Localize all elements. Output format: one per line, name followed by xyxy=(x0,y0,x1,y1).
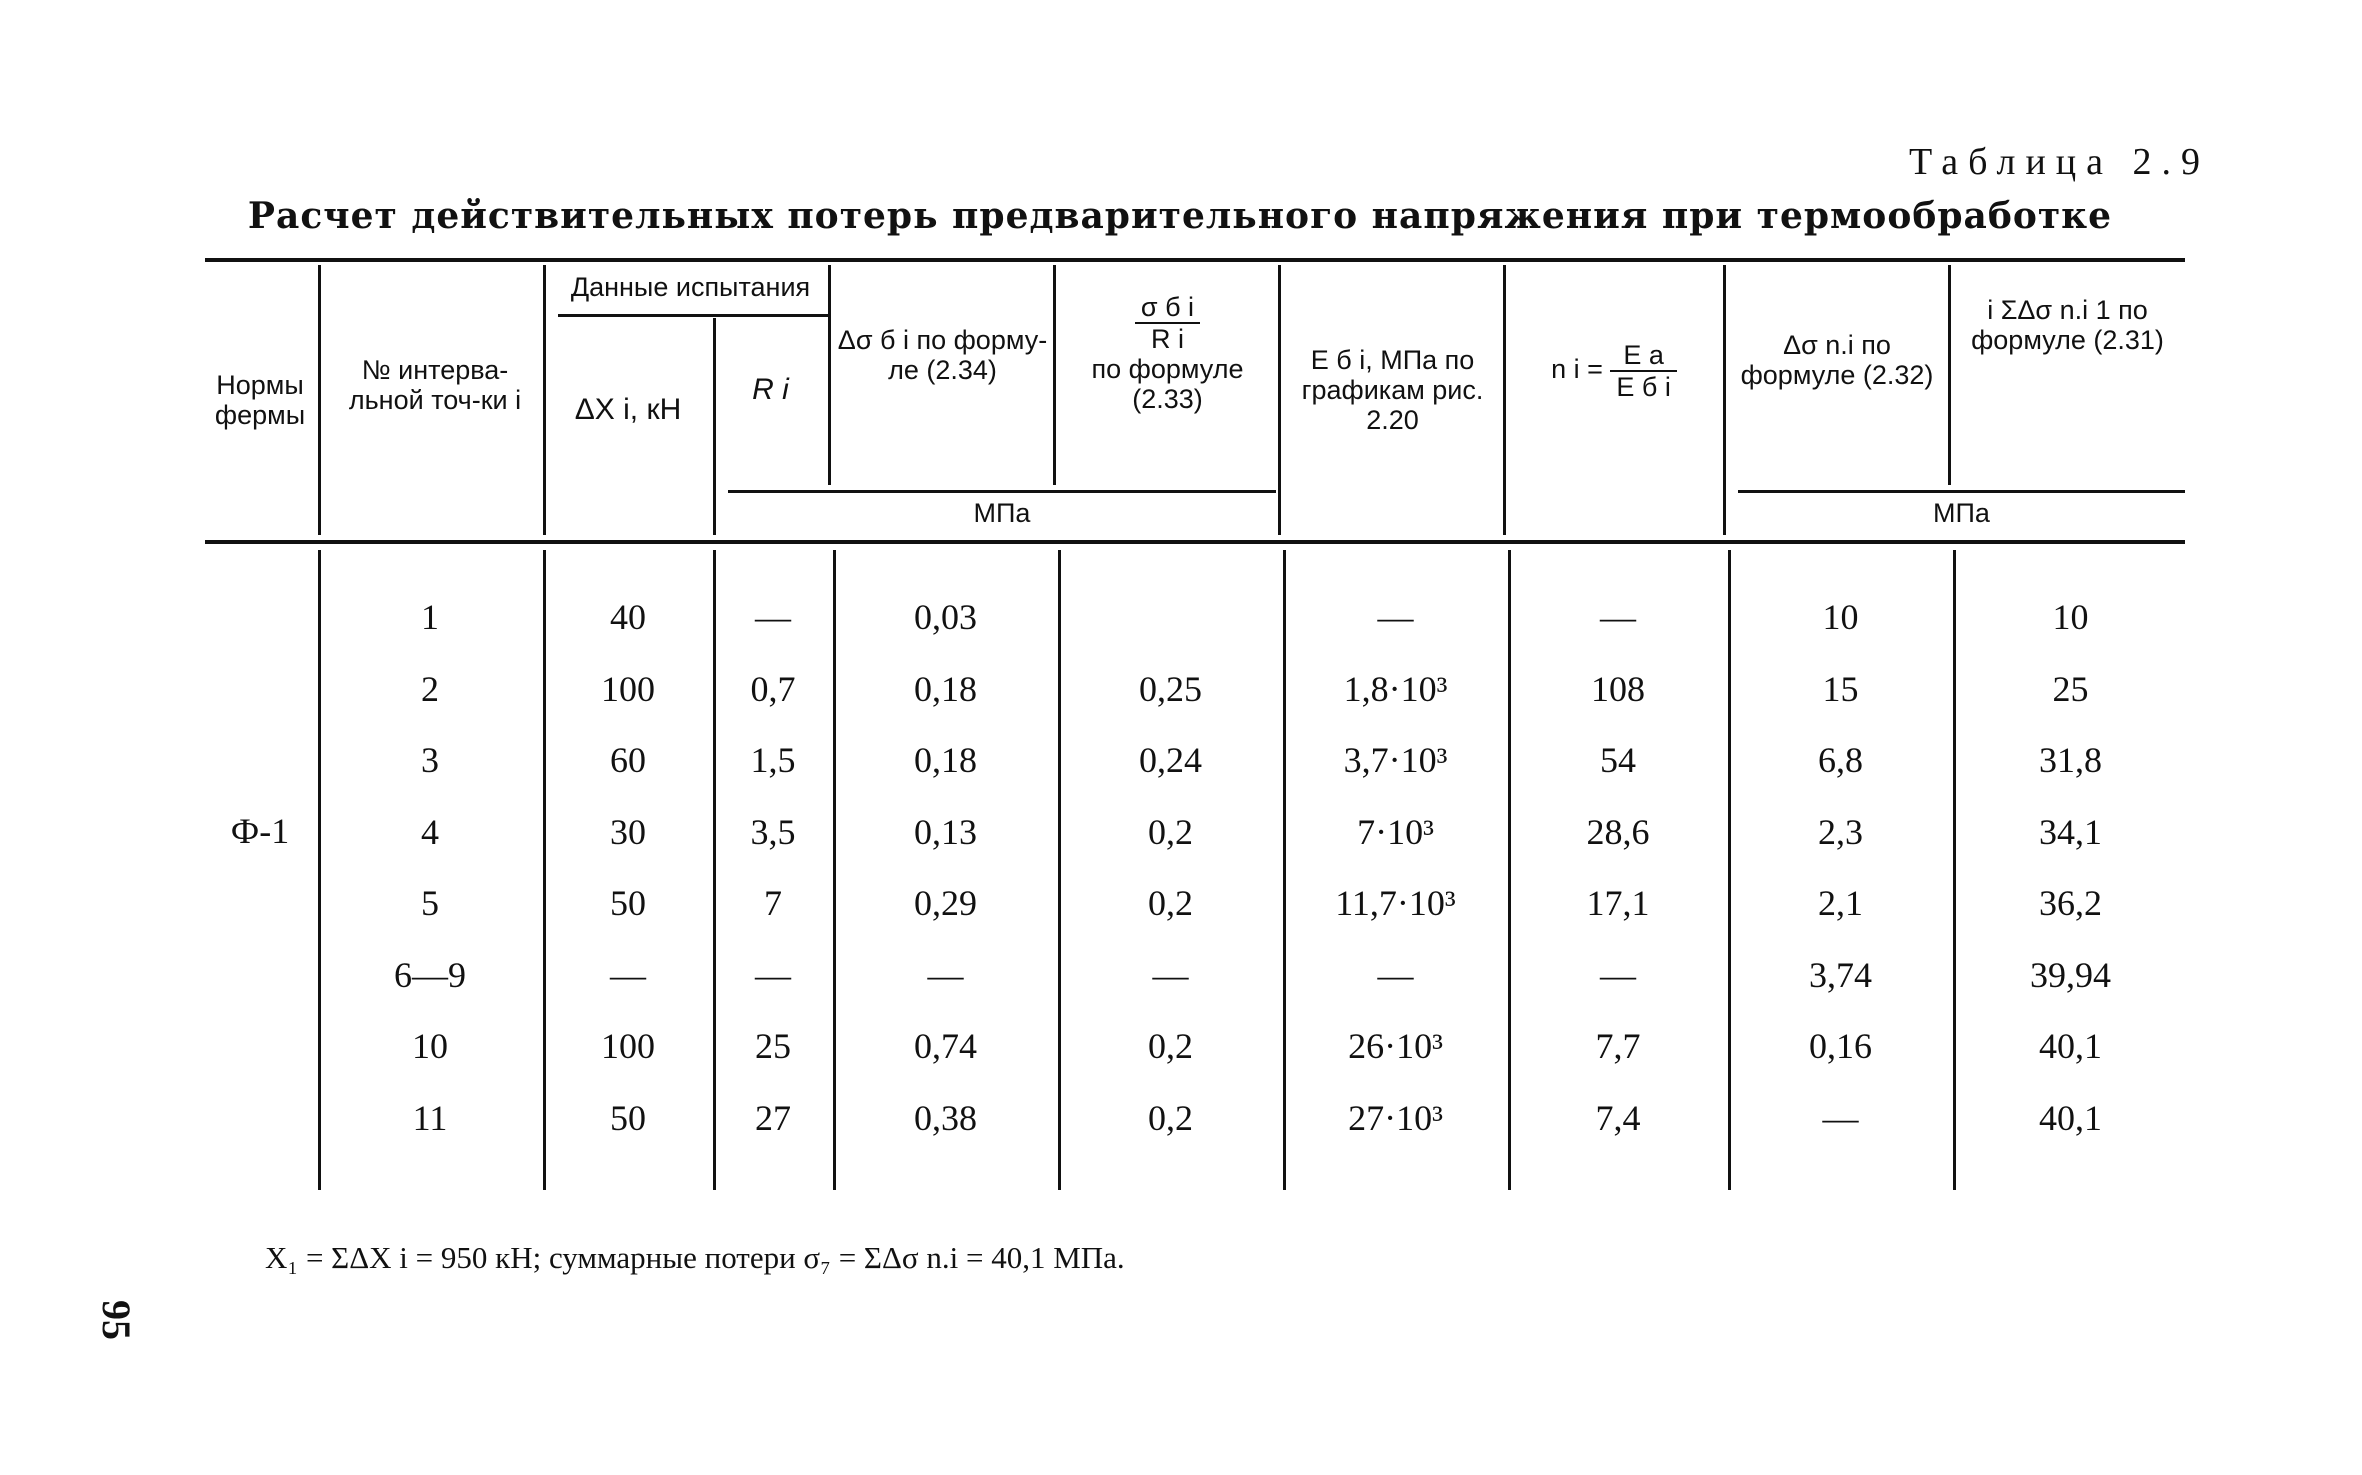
cell-dx: 100 xyxy=(601,668,655,709)
hdr-vline-1 xyxy=(318,265,321,535)
cell-eb: 1,8·10³ xyxy=(1343,668,1448,709)
cell-dsb: 0,74 xyxy=(914,1026,977,1066)
cell-dsn: 3,74 xyxy=(1809,954,1872,995)
top-rule xyxy=(205,258,2185,262)
hdr-vline-7 xyxy=(1503,265,1506,535)
cell-n: 28,6 xyxy=(1586,811,1650,852)
cell-ratio: 0,2 xyxy=(1148,1097,1193,1138)
cell-i: 4 xyxy=(421,811,439,852)
unit-mpa-right: МПа xyxy=(1933,498,1990,528)
cell-r: 27 xyxy=(755,1097,791,1138)
unit-rule-right xyxy=(1738,490,2185,493)
cell-sum: 10 xyxy=(2052,597,2089,637)
cell-dsb: 0,38 xyxy=(914,1097,977,1138)
cell-dx: 100 xyxy=(601,1026,655,1066)
body-vline-6 xyxy=(1283,550,1286,1190)
cell-ratio: 0,24 xyxy=(1139,740,1202,780)
header-e-b: E б i, МПа по графикам рис. 2.20 xyxy=(1301,345,1484,435)
cell-n: 7,4 xyxy=(1595,1097,1641,1138)
cell-dx: 50 xyxy=(610,1097,646,1138)
cell-sum: 40,1 xyxy=(2039,1026,2102,1066)
header-norms: Нормы фермы xyxy=(214,370,306,430)
cell-eb: — xyxy=(1377,597,1414,637)
header-interval-point: № интерва-льной точ-ки i xyxy=(348,355,522,415)
body-vline-4 xyxy=(833,550,836,1190)
cell-i: 10 xyxy=(412,1026,448,1066)
cell-dx: 30 xyxy=(610,811,646,852)
header-delta-x: ΔX i, кН xyxy=(574,393,682,426)
cell-dsn: 2,1 xyxy=(1818,883,1863,923)
cell-ratio: 0,25 xyxy=(1139,668,1202,709)
body-vline-3 xyxy=(713,550,716,1190)
table-number: Таблица 2.9 xyxy=(1908,141,2210,183)
cell-i: 5 xyxy=(421,883,439,923)
cell-r: — xyxy=(755,597,791,637)
cell-eb: — xyxy=(1377,954,1414,995)
cell-i: 6—9 xyxy=(394,954,466,995)
cell-dsb: 0,13 xyxy=(914,811,977,852)
hdr-vline-6 xyxy=(1278,265,1281,535)
cell-n: 7,7 xyxy=(1595,1026,1641,1066)
cell-dsn: 0,16 xyxy=(1809,1026,1872,1066)
cell-r: 25 xyxy=(755,1026,791,1066)
cell-dsb: — xyxy=(927,954,964,995)
header-sum-delta-sigma: i ΣΔσ n.i 1 по формуле (2.31) xyxy=(1971,295,2164,355)
sigma-ratio-text: по формуле (2.33) xyxy=(1091,354,1244,414)
unit-rule-left xyxy=(728,490,1276,493)
cell-dsb: 0,18 xyxy=(914,668,977,709)
cell-n: — xyxy=(1600,954,1636,995)
header-r: R i xyxy=(752,373,789,406)
cell-eb: 7·10³ xyxy=(1357,811,1434,852)
hdr-vline-3 xyxy=(713,318,716,535)
cell-sum: 39,94 xyxy=(2030,954,2111,995)
cell-i: 2 xyxy=(421,668,439,709)
header-sigma-ratio xyxy=(1060,292,1275,414)
cell-sum: 31,8 xyxy=(2039,740,2102,780)
cell-ratio: 0,2 xyxy=(1148,811,1193,852)
n-fraction xyxy=(1610,340,1676,402)
group-label: Ф-1 xyxy=(230,811,290,851)
cell-n: — xyxy=(1600,597,1636,637)
header-delta-sigma-n: Δσ n.i по формуле (2.32) xyxy=(1740,330,1934,390)
hdr-vline-2 xyxy=(543,265,546,535)
cell-i: 1 xyxy=(421,597,439,637)
body-vline-8 xyxy=(1728,550,1731,1190)
cell-eb: 11,7·10³ xyxy=(1335,883,1456,923)
cell-ratio: 0,2 xyxy=(1148,883,1193,923)
cell-ratio: 0,2 xyxy=(1148,1026,1193,1066)
n-lhs: n i = xyxy=(1551,354,1603,385)
cell-eb: 27·10³ xyxy=(1348,1097,1443,1138)
cell-dx: 60 xyxy=(610,740,646,780)
footer-formula: X₁ = ΣΔX i = 950 кН; суммарные потери σ₇ = ΣΔσ n.i = 40,1 МПа. xyxy=(265,1240,1125,1275)
body-vline-1 xyxy=(318,550,321,1190)
hdr-vline-9 xyxy=(1948,265,1951,485)
cell-r: — xyxy=(755,954,791,995)
body-vline-2 xyxy=(543,550,546,1190)
cell-sum: 40,1 xyxy=(2039,1097,2102,1138)
header-delta-sigma-b: Δσ б i по форму-ле (2.34) xyxy=(837,325,1048,385)
sigma-ratio-den: R i xyxy=(1150,324,1184,354)
n-den: E б i xyxy=(1616,372,1671,402)
cell-dsn: — xyxy=(1822,1097,1859,1138)
cell-sum: 25 xyxy=(2052,668,2089,709)
header-test-data: Данные испытания xyxy=(570,272,811,302)
cell-r: 7 xyxy=(764,883,782,923)
cell-i: 11 xyxy=(412,1097,448,1138)
cell-eb: 3,7·10³ xyxy=(1343,740,1448,780)
cell-dsb: 0,03 xyxy=(914,597,977,637)
subgroup-rule xyxy=(558,314,828,317)
cell-i: 3 xyxy=(421,740,439,780)
header-n xyxy=(1508,340,1720,402)
cell-dx: 50 xyxy=(610,883,646,923)
unit-mpa-left: МПа xyxy=(973,498,1031,528)
cell-dx: — xyxy=(610,954,646,995)
cell-n: 54 xyxy=(1600,740,1636,780)
cell-n: 17,1 xyxy=(1586,883,1650,923)
body-vline-9 xyxy=(1953,550,1956,1190)
cell-dsn: 6,8 xyxy=(1818,740,1863,780)
cell-dsb: 0,18 xyxy=(914,740,977,780)
body-vline-5 xyxy=(1058,550,1061,1190)
cell-r: 3,5 xyxy=(750,811,796,852)
cell-r: 1,5 xyxy=(750,740,796,780)
table-title: Расчет действительных потерь предварительного напряжения при термообработке xyxy=(247,195,2113,237)
page-number: 95 xyxy=(94,1300,139,1340)
cell-sum: 36,2 xyxy=(2039,883,2102,923)
cell-ratio: — xyxy=(1152,954,1189,995)
cell-dsn: 2,3 xyxy=(1818,811,1863,852)
header-bottom-rule xyxy=(205,540,2185,544)
cell-dsn: 15 xyxy=(1822,668,1859,709)
cell-dsb: 0,29 xyxy=(914,883,977,923)
hdr-vline-5 xyxy=(1053,265,1056,485)
body-vline-7 xyxy=(1508,550,1511,1190)
sigma-ratio-num: σ б i xyxy=(1135,292,1200,324)
hdr-vline-8 xyxy=(1723,265,1726,535)
cell-sum: 34,1 xyxy=(2039,811,2102,852)
cell-dsn: 10 xyxy=(1822,597,1859,637)
cell-n: 108 xyxy=(1591,668,1645,709)
n-num: E a xyxy=(1610,340,1676,372)
cell-r: 0,7 xyxy=(750,668,796,709)
cell-eb: 26·10³ xyxy=(1348,1026,1443,1066)
sigma-ratio-fraction xyxy=(1135,292,1200,354)
cell-dx: 40 xyxy=(610,597,646,637)
